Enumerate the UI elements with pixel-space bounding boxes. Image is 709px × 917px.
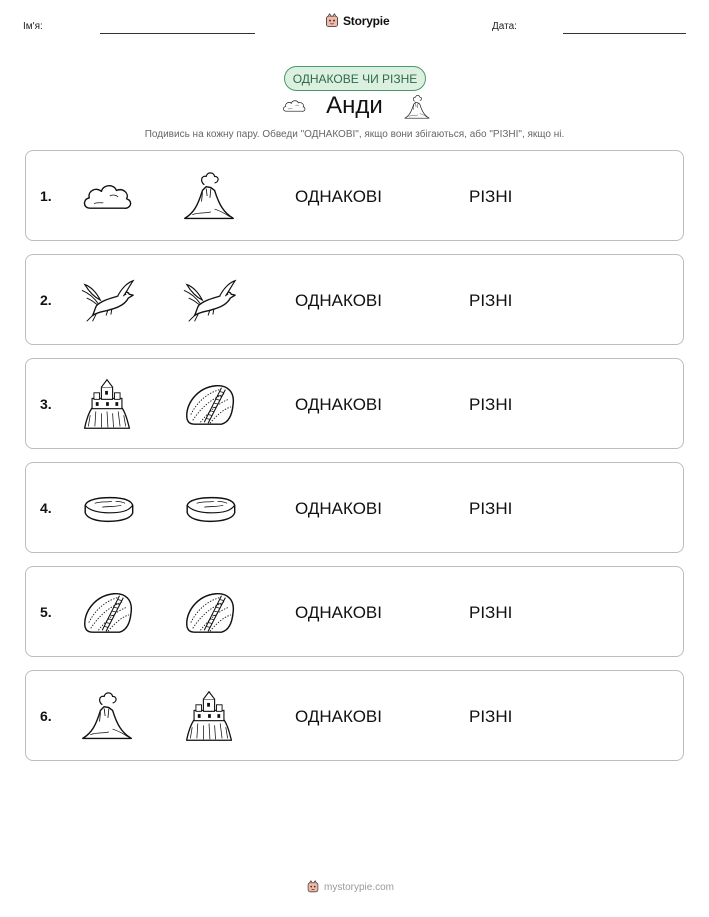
same-option[interactable]: ОДНАКОВІ [295, 291, 382, 310]
stone-slab-icon [181, 490, 239, 528]
pair-number: 6. [40, 708, 52, 724]
storypie-mascot-icon [306, 880, 320, 894]
footer [306, 880, 394, 894]
storypie-mascot-icon [324, 13, 340, 29]
brand-name: Storypie [343, 14, 390, 28]
volcano-icon [79, 688, 135, 744]
different-option[interactable]: РІЗНІ [469, 707, 513, 726]
pair-number: 5. [40, 604, 52, 620]
pair-row-4 [25, 462, 684, 553]
pair-number: 4. [40, 500, 52, 516]
pair-row-3 [25, 358, 684, 449]
pair-number: 1. [40, 188, 52, 204]
castle-cliff-icon [79, 376, 135, 432]
different-option[interactable]: РІЗНІ [469, 395, 513, 414]
date-field-line[interactable] [563, 33, 686, 34]
pair-row-1 [25, 150, 684, 241]
name-field-line[interactable] [100, 33, 255, 34]
pair-number: 2. [40, 292, 52, 308]
different-option[interactable]: РІЗНІ [469, 499, 513, 518]
pair-row-5 [25, 566, 684, 657]
pair-row-2 [25, 254, 684, 345]
footer-url: mystorypie.com [324, 881, 395, 893]
worksheet-type-badge: ОДНАКОВЕ ЧИ РІЗНЕ [284, 66, 426, 91]
different-option[interactable]: РІЗНІ [469, 291, 513, 310]
terraced-mountain-icon [79, 588, 137, 636]
name-label: Ім'я: [23, 21, 43, 32]
cloud-icon [79, 178, 135, 216]
pair-number: 3. [40, 396, 52, 412]
bird-icon [79, 276, 137, 326]
instructions: Подивись на кожну пару. Обведи "ОДНАКОВІ", якщо вони збігаються, або "РІЗНІ", якщо ні. [144, 129, 565, 140]
storypie-logo [324, 13, 389, 29]
date-label: Дата: [492, 21, 517, 32]
terraced-mountain-icon [181, 588, 239, 636]
same-option[interactable]: ОДНАКОВІ [295, 395, 382, 414]
same-option[interactable]: ОДНАКОВІ [295, 707, 382, 726]
volcano-icon [403, 93, 431, 126]
same-option[interactable]: ОДНАКОВІ [295, 499, 382, 518]
same-option[interactable]: ОДНАКОВІ [295, 603, 382, 622]
different-option[interactable]: РІЗНІ [469, 187, 513, 206]
volcano-icon [181, 168, 237, 224]
stone-slab-icon [79, 490, 137, 528]
page-title: Анди [326, 92, 383, 119]
same-option[interactable]: ОДНАКОВІ [295, 187, 382, 206]
different-option[interactable]: РІЗНІ [469, 603, 513, 622]
bird-icon [181, 276, 239, 326]
castle-cliff-icon [181, 688, 237, 744]
pair-row-6 [25, 670, 684, 761]
terraced-mountain-icon [181, 380, 239, 428]
